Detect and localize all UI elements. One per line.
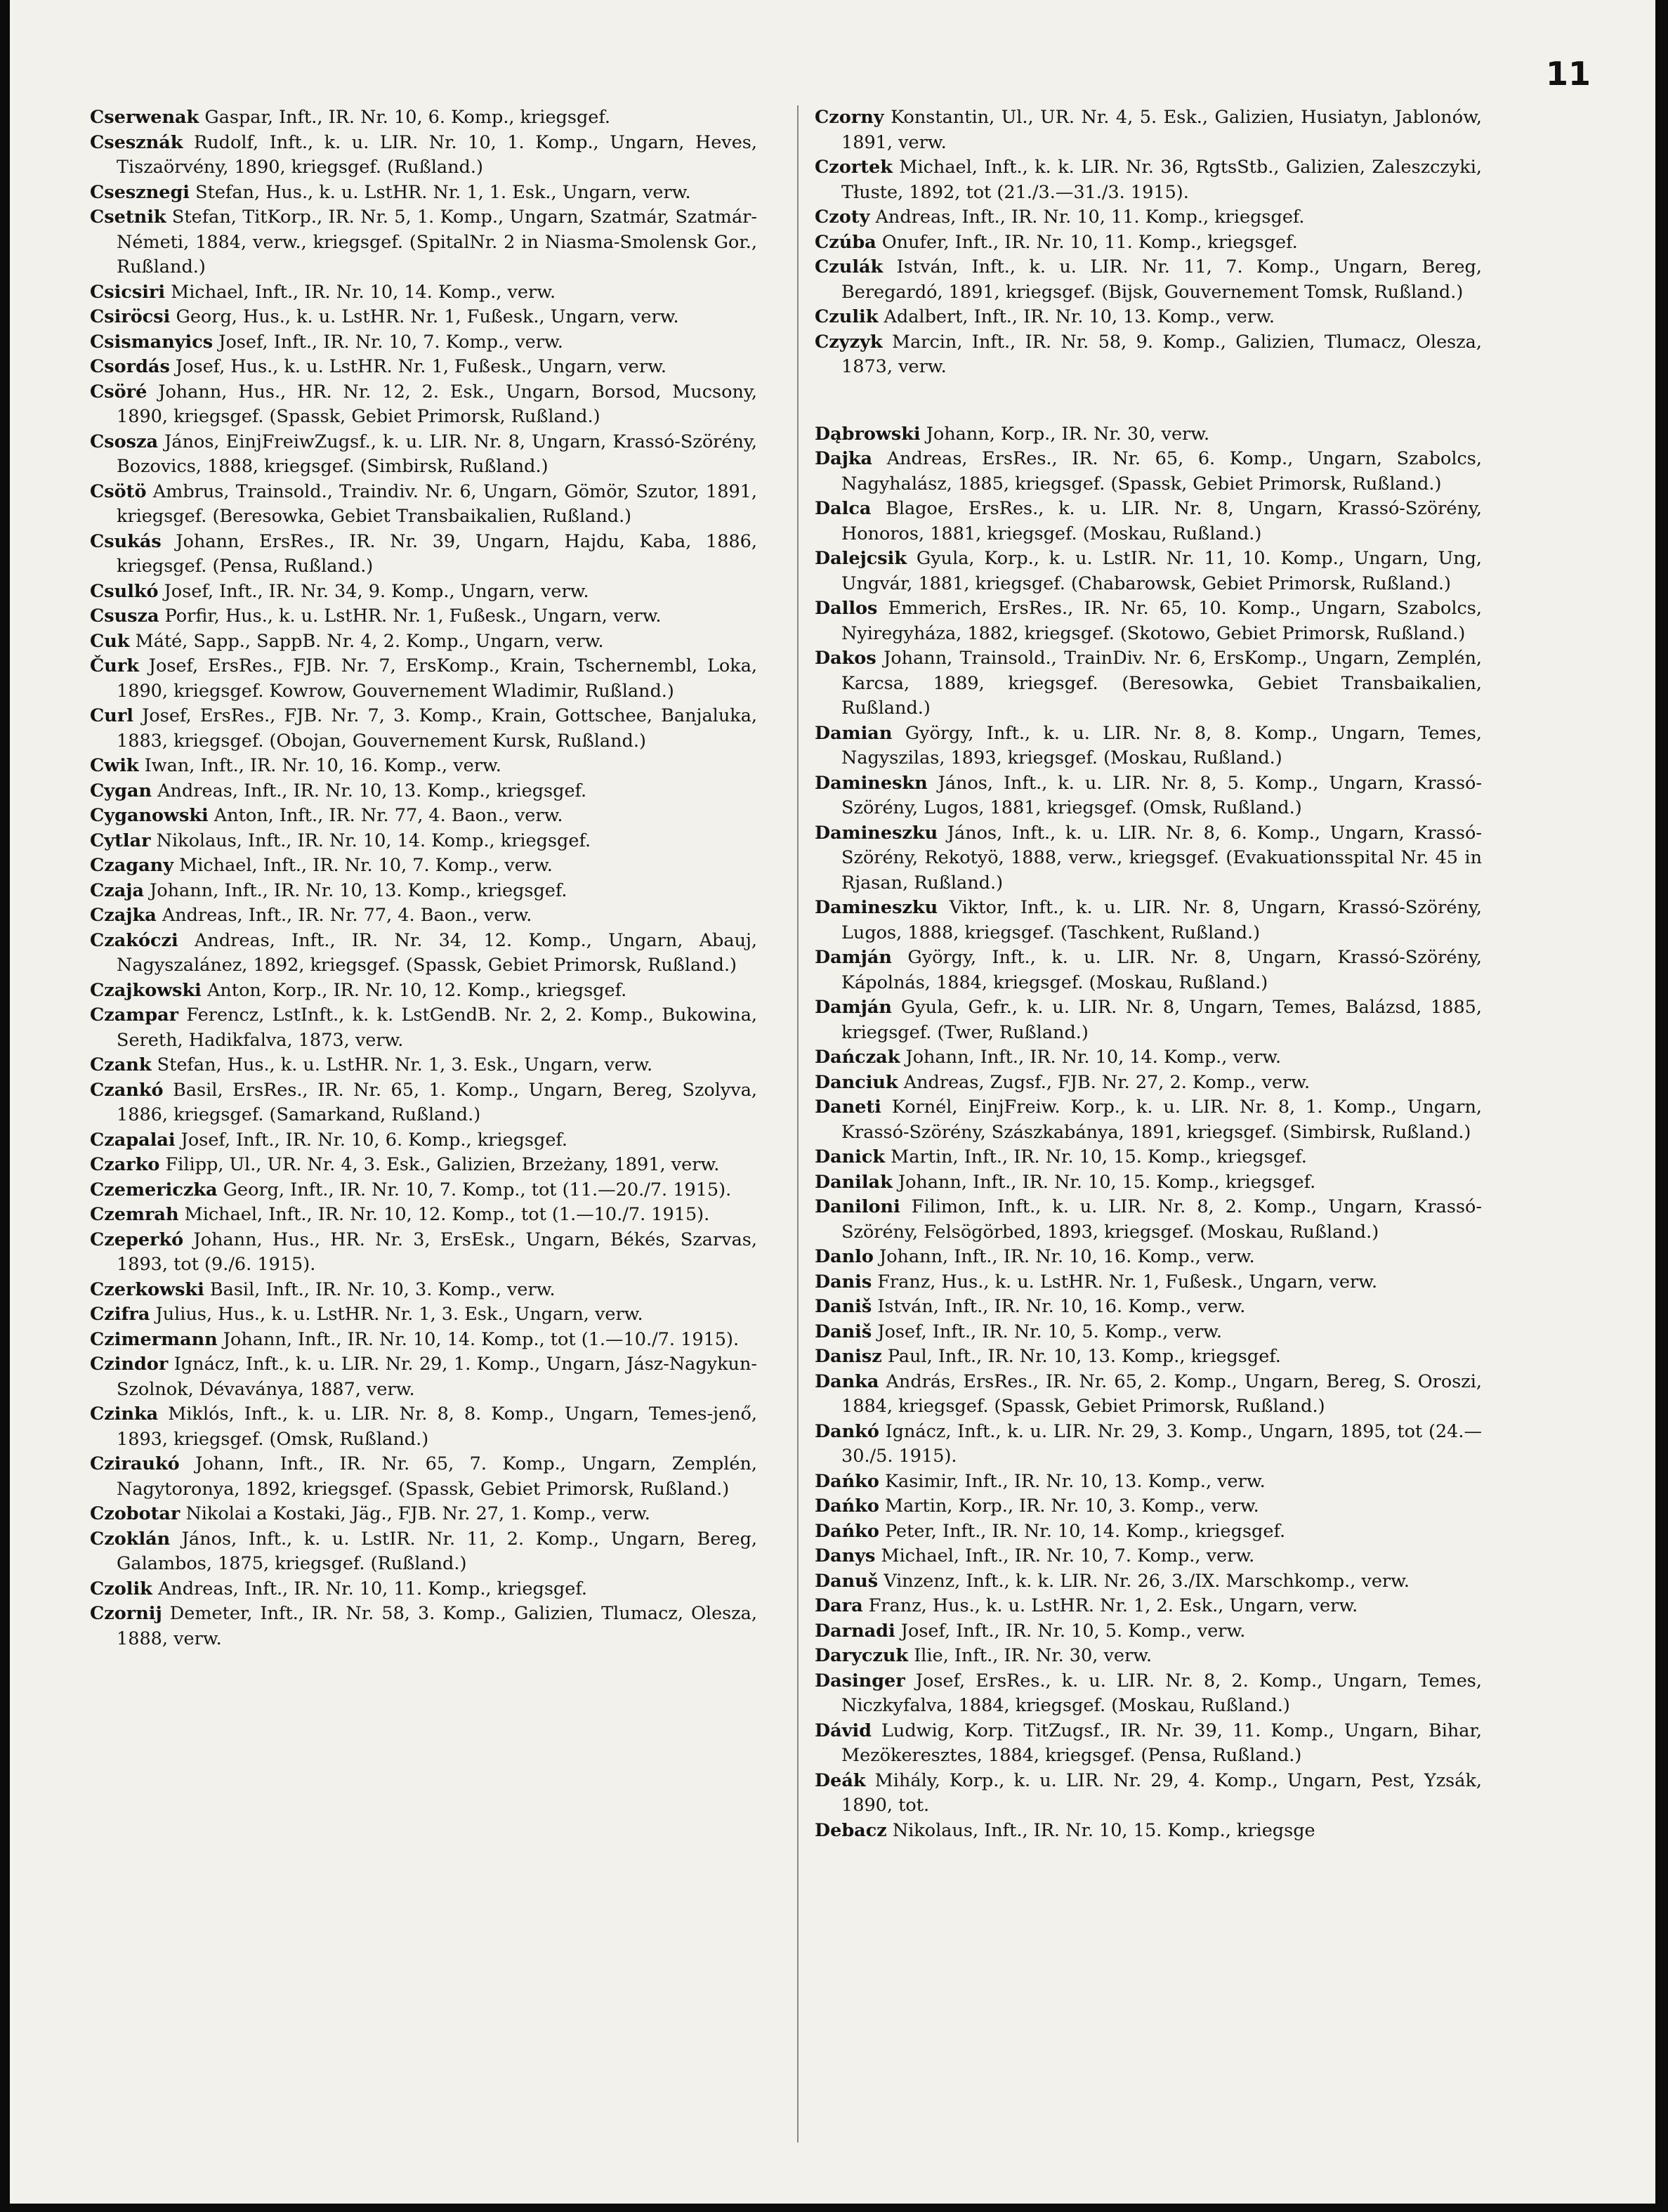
entry-details: Michael, Inft., IR. Nr. 10, 12. Komp., tot (1.—10./7. 1915). — [184, 1204, 710, 1225]
entry-surname: Czindor — [90, 1354, 169, 1375]
entry-details: Ignácz, Inft., k. u. LIR. Nr. 29, 3. Komp., Ungarn, 1895, tot (24.—30./5. 1915). — [841, 1420, 1482, 1467]
entry-details: Johann, Inft., IR. Nr. 65, 7. Komp., Ungarn, Zemplén, Nagytoronya, 1892, kriegsgef. (Spassk, Gebiet Primorsk, Rußland.) — [117, 1453, 757, 1500]
entry-surname: Damineszku — [815, 822, 938, 844]
register-entry — [815, 1195, 1482, 1245]
entry-surname: Dalejcsik — [815, 548, 907, 569]
entry-details: Anton, Inft., IR. Nr. 77, 4. Baon., verw. — [214, 805, 563, 826]
entry-surname: Daneti — [815, 1097, 881, 1118]
register-entry — [90, 754, 757, 779]
entry-surname: Cwik — [90, 755, 139, 776]
entry-surname: Cygan — [90, 780, 152, 801]
register-entry — [90, 1577, 757, 1602]
entry-details: Josef, Inft., IR. Nr. 34, 9. Komp., Ungarn, verw. — [164, 580, 589, 602]
register-entry — [90, 280, 757, 306]
entry-surname: Czaja — [90, 879, 145, 901]
entry-details: Josef, Inft., IR. Nr. 10, 7. Komp., verw. — [218, 331, 563, 353]
register-entry — [815, 1769, 1482, 1819]
register-entry — [815, 1270, 1482, 1295]
entry-details: Johann, Trainsold., TrainDiv. Nr. 6, ErsKomp., Ungarn, Zemplén, Karcsa, 1889, kriegsgef. (Beresowka, Gebiet Transbaikalien, Rußland.) — [841, 648, 1482, 719]
entry-surname: Daniš — [815, 1296, 872, 1317]
register-entry — [90, 1228, 757, 1278]
entry-details: Gyula, Korp., k. u. LstIR. Nr. 11, 10. Komp., Ungarn, Ung, Ungvár, 1881, kriegsgef. (Chabarowsk, Gebiet Primorsk, Rußland.) — [841, 548, 1483, 594]
register-entry — [90, 205, 757, 280]
register-entry — [90, 181, 757, 206]
entry-details: István, Inft., k. u. LIR. Nr. 11, 7. Komp., Ungarn, Bereg, Beregardó, 1891, kriegsgef. (Bijsk, Gouvernement Tomsk, Rußland.) — [841, 256, 1482, 303]
register-entry — [815, 721, 1482, 771]
entry-details: Andreas, Zugsf., FJB. Nr. 27, 2. Komp., verw. — [903, 1071, 1311, 1093]
entry-details: Johann, Inft., IR. Nr. 10, 14. Komp., tot (1.—10./7. 1915). — [223, 1328, 740, 1350]
register-entry — [815, 155, 1482, 205]
entry-surname: Dąbrowski — [815, 423, 921, 445]
register-entry — [815, 1569, 1482, 1595]
entry-surname: Czakóczi — [90, 929, 178, 951]
register-entry — [815, 646, 1482, 721]
register-entry — [815, 1320, 1482, 1345]
entry-surname: Danciuk — [815, 1071, 898, 1093]
register-entry — [815, 896, 1482, 945]
register-entry — [90, 604, 757, 629]
register-entry — [815, 995, 1482, 1045]
entry-surname: Czerkowski — [90, 1278, 204, 1300]
entry-surname: Czoty — [815, 207, 870, 228]
entry-details: Mihály, Korp., k. u. LIR. Nr. 29, 4. Komp., Ungarn, Pest, Yzsák, 1890, tot. — [841, 1769, 1483, 1816]
entry-surname: Czobotar — [90, 1503, 180, 1524]
register-entry — [815, 945, 1482, 995]
entry-surname: Czampar — [90, 1004, 179, 1026]
register-entry — [815, 230, 1482, 256]
entry-surname: Czorny — [815, 107, 884, 128]
register-entry — [815, 1644, 1482, 1669]
register-entry — [815, 1071, 1482, 1096]
entry-surname: Danlo — [815, 1246, 874, 1267]
register-entry — [815, 305, 1482, 330]
entry-details: Johann, Inft., IR. Nr. 10, 14. Komp., verw. — [905, 1047, 1282, 1068]
entry-details: Máté, Sapp., SappB. Nr. 4, 2. Komp., Ungarn, verw. — [135, 630, 604, 652]
entry-details: János, EinjFreiwZugsf., k. u. LIR. Nr. 8, Ungarn, Krassó-Szörény, Bozovics, 1888, kriegsgef. (Simbirsk, Rußland.) — [117, 431, 758, 477]
entry-surname: Damján — [815, 997, 892, 1018]
register-entry — [815, 205, 1482, 230]
entry-details: Ludwig, Korp. TitZugsf., IR. Nr. 39, 11. Komp., Ungarn, Bihar, Mezökeresztes, 1884, kriegsgef. (Pensa, Rußland.) — [841, 1720, 1482, 1766]
entry-details: Nikolaus, Inft., IR. Nr. 10, 14. Komp., kriegsgef. — [156, 830, 591, 851]
register-entry — [815, 1145, 1482, 1170]
entry-surname: Danis — [815, 1271, 872, 1292]
entry-surname: Dankó — [815, 1420, 879, 1442]
entry-surname: Csiröcsi — [90, 306, 171, 327]
register-entry — [90, 1003, 757, 1053]
entry-surname: Csöré — [90, 381, 147, 403]
register-entry — [90, 853, 757, 879]
register-entry — [90, 1178, 757, 1203]
entry-details: Andreas, Inft., IR. Nr. 77, 4. Baon., verw. — [162, 905, 532, 926]
entry-surname: Czemericzka — [90, 1179, 218, 1200]
register-entry — [815, 447, 1482, 497]
entry-surname: Czolik — [90, 1578, 152, 1599]
entry-details: Johann, Inft., IR. Nr. 10, 13. Komp., kriegsgef. — [150, 879, 567, 901]
entry-details: Andreas, Inft., IR. Nr. 34, 12. Komp., Ungarn, Abauj, Nagyszalánez, 1892, kriegsgef. (Spassk, Gebiet Primorsk, Rußland.) — [117, 929, 758, 976]
entry-surname: Damján — [815, 947, 892, 968]
entry-surname: Czemrah — [90, 1204, 179, 1225]
entry-surname: Dávid — [815, 1720, 872, 1741]
register-entry — [90, 330, 757, 355]
entry-details: Georg, Inft., IR. Nr. 10, 7. Komp., tot (11.—20./7. 1915). — [223, 1179, 732, 1200]
entry-surname: Dańczak — [815, 1047, 900, 1068]
entry-surname: Daniloni — [815, 1196, 900, 1217]
entry-details: Johann, Inft., IR. Nr. 10, 15. Komp., kriegsgef. — [898, 1171, 1316, 1193]
register-entry — [90, 629, 757, 655]
entry-surname: Czyzyk — [815, 331, 883, 353]
entry-surname: Csosza — [90, 431, 159, 452]
entry-surname: Danka — [815, 1370, 879, 1392]
register-entry — [90, 654, 757, 704]
register-entry — [90, 1602, 757, 1651]
right-column-c-section — [815, 105, 1482, 380]
register-entry — [90, 1402, 757, 1452]
entry-details: Ignácz, Inft., k. u. LIR. Nr. 29, 1. Komp., Ungarn, Jász-Nagykun-Szolnok, Dévaványa, 1887, verw. — [117, 1354, 757, 1400]
entry-surname: Csukás — [90, 530, 162, 552]
entry-surname: Czankó — [90, 1079, 164, 1101]
register-entry — [90, 105, 757, 131]
register-entry — [90, 1053, 757, 1078]
entry-details: Paul, Inft., IR. Nr. 10, 13. Komp., kriegsgef. — [887, 1346, 1281, 1367]
section-spacer — [815, 380, 1482, 422]
entry-surname: Csesznák — [90, 131, 183, 153]
entry-surname: Damineszku — [815, 897, 938, 918]
entry-surname: Dalca — [815, 498, 872, 519]
register-entry — [90, 430, 757, 480]
column-divider — [797, 105, 799, 2142]
register-entry — [815, 1245, 1482, 1270]
entry-details: János, Inft., k. u. LstIR. Nr. 11, 2. Komp., Ungarn, Bereg, Galambos, 1875, kriegsgef. (Rußland.) — [117, 1528, 757, 1574]
entry-surname: Czeperkó — [90, 1229, 184, 1250]
entry-details: Vinzenz, Inft., k. k. LIR. Nr. 26, 3./IX. Marschkomp., verw. — [884, 1570, 1410, 1592]
entry-surname: Csesznegi — [90, 181, 190, 203]
entry-details: Miklós, Inft., k. u. LIR. Nr. 8, 8. Komp., Ungarn, Temes-jenő, 1893, kriegsgef. (Omsk, Rußland.) — [117, 1403, 758, 1450]
register-entry — [815, 1295, 1482, 1320]
entry-details: Franz, Hus., k. u. LstHR. Nr. 1, 2. Esk., Ungarn, verw. — [868, 1595, 1358, 1616]
entry-details: Gyula, Gefr., k. u. LIR. Nr. 8, Ungarn, Temes, Balázsd, 1885, kriegsgef. (Twer, Rußland.) — [841, 997, 1483, 1043]
register-entry — [815, 771, 1482, 821]
entry-details: Viktor, Inft., k. u. LIR. Nr. 8, Ungarn, Krassó-Szörény, Lugos, 1888, kriegsgef. (Taschkent, Rußland.) — [841, 897, 1482, 943]
entry-details: Konstantin, Ul., UR. Nr. 4, 5. Esk., Galizien, Husiatyn, Jablonów, 1891, verw. — [841, 107, 1482, 153]
register-entry — [90, 530, 757, 580]
entry-details: Josef, Inft., IR. Nr. 10, 5. Komp., verw. — [877, 1321, 1222, 1342]
entry-details: Michael, Inft., IR. Nr. 10, 7. Komp., verw. — [179, 855, 553, 876]
entry-details: Andreas, Inft., IR. Nr. 10, 11. Komp., kriegsgef. — [875, 207, 1305, 228]
entry-details: Johann, Inft., IR. Nr. 10, 16. Komp., verw. — [879, 1246, 1255, 1267]
register-entry — [90, 1078, 757, 1128]
entry-surname: Czagany — [90, 855, 174, 876]
register-entry — [90, 929, 757, 979]
entry-surname: Daniš — [815, 1321, 872, 1342]
register-entry — [90, 480, 757, 530]
right-column — [815, 105, 1482, 1843]
entry-surname: Dańko — [815, 1520, 879, 1542]
register-entry — [815, 422, 1482, 447]
register-entry — [815, 1095, 1482, 1145]
entry-details: Blagoe, ErsRes., k. u. LIR. Nr. 8, Ungarn, Krassó-Szörény, Honoros, 1881, kriegsgef. (Moskau, Rußland.) — [841, 498, 1483, 544]
register-entry — [815, 1619, 1482, 1644]
entry-details: Demeter, Inft., IR. Nr. 58, 3. Komp., Galizien, Tlumacz, Olesza, 1888, verw. — [117, 1603, 757, 1649]
register-entry — [90, 829, 757, 854]
entry-surname: Dallos — [815, 598, 878, 619]
entry-surname: Dańko — [815, 1470, 879, 1492]
entry-surname: Czimermann — [90, 1328, 218, 1350]
entry-surname: Cuk — [90, 630, 130, 652]
register-entry — [90, 380, 757, 430]
entry-surname: Cserwenak — [90, 107, 199, 128]
entry-surname: Cyganowski — [90, 805, 209, 826]
entry-surname: Danisz — [815, 1346, 882, 1367]
entry-surname: Czapalai — [90, 1129, 176, 1151]
entry-surname: Cytlar — [90, 830, 151, 851]
page-number: 11 — [1545, 55, 1591, 93]
register-entry — [815, 105, 1482, 155]
entry-details: Michael, Inft., k. k. LIR. Nr. 36, RgtsStb., Galizien, Zaleszczyki, Tłuste, 1892, tot (21./3.—31./3. 1915). — [841, 157, 1482, 203]
entry-details: János, Inft., k. u. LIR. Nr. 8, 6. Komp., Ungarn, Krassó-Szörény, Rekotyö, 1888, verw., kriegsgef. (Evakuationsspital Nr. 45 in Rjasan, Rußland.) — [841, 822, 1482, 894]
entry-surname: Czortek — [815, 157, 893, 178]
entry-surname: Daryczuk — [815, 1645, 909, 1666]
register-entry — [815, 1045, 1482, 1071]
entry-surname: Czoklán — [90, 1528, 171, 1550]
entry-surname: Czarko — [90, 1154, 160, 1175]
entry-surname: Danilak — [815, 1171, 893, 1193]
entry-surname: Dajka — [815, 448, 873, 469]
register-entry — [90, 1128, 757, 1153]
entry-surname: Dasinger — [815, 1670, 905, 1691]
entry-details: Johann, Hus., HR. Nr. 3, ErsEsk., Ungarn, Békés, Szarvas, 1893, tot (9./6. 1915). — [117, 1229, 757, 1275]
entry-details: Johann, Korp., IR. Nr. 30, verw. — [926, 423, 1210, 445]
register-entry — [90, 1302, 757, 1328]
entry-surname: Csetnik — [90, 207, 166, 228]
register-entry — [815, 497, 1482, 547]
register-entry — [90, 1328, 757, 1353]
entry-details: Georg, Hus., k. u. LstHR. Nr. 1, Fußesk., Ungarn, verw. — [176, 306, 679, 327]
entry-details: Gaspar, Inft., IR. Nr. 10, 6. Komp., kriegsgef. — [204, 107, 610, 128]
left-column — [90, 105, 757, 1651]
entry-details: Martin, Korp., IR. Nr. 10, 3. Komp., verw. — [884, 1496, 1259, 1517]
entry-surname: Czajkowski — [90, 979, 202, 1001]
entry-surname: Csötö — [90, 480, 147, 502]
entry-details: András, ErsRes., IR. Nr. 65, 2. Komp., Ungarn, Bereg, S. Oroszi, 1884, kriegsgef. (Spassk, Gebiet Primorsk, Rußland.) — [841, 1370, 1482, 1417]
entry-surname: Csismanyics — [90, 331, 214, 353]
entry-details: Emmerich, ErsRes., IR. Nr. 65, 10. Komp., Ungarn, Szabolcs, Nyiregyháza, 1882, kriegsgef. (Skotowo, Gebiet Primorsk, Rußland.) — [841, 598, 1483, 644]
entry-surname: Czulák — [815, 256, 884, 277]
entry-surname: Dańko — [815, 1496, 879, 1517]
entry-surname: Czulik — [815, 306, 879, 327]
register-entry — [90, 580, 757, 605]
entry-details: Stefan, Hus., k. u. LstHR. Nr. 1, 3. Esk., Ungarn, verw. — [157, 1054, 653, 1075]
entry-details: Ambrus, Trainsold., Traindiv. Nr. 6, Ungarn, Gömör, Szutor, 1891, kriegsgef. (Beresowka, Gebiet Transbaikalien, Rußland.) — [117, 480, 758, 527]
register-entry — [90, 1203, 757, 1228]
register-entry — [90, 131, 757, 181]
entry-details: Kornél, EinjFreiw. Korp., k. u. LIR. Nr. 8, 1. Komp., Ungarn, Krassó-Szörény, Szászkabánya, 1891, kriegsgef. (Simbirsk, Rußland.) — [841, 1097, 1482, 1143]
entry-surname: Damineskn — [815, 772, 928, 794]
register-entry — [90, 1352, 757, 1402]
entry-details: Stefan, TitKorp., IR. Nr. 5, 1. Komp., Ungarn, Szatmár, Szatmár-Németi, 1884, verw., kriegsgef. (SpitalNr. 2 in Niasma-Smolensk Gor., Rußland.) — [117, 207, 757, 277]
register-entry — [90, 1452, 757, 1502]
entry-surname: Danick — [815, 1146, 886, 1167]
register-entry — [90, 355, 757, 380]
entry-surname: Danys — [815, 1545, 876, 1566]
entry-surname: Danuš — [815, 1570, 879, 1592]
entry-details: Nikolaus, Inft., IR. Nr. 10, 15. Komp., kriegsge — [892, 1819, 1315, 1841]
register-entry — [90, 804, 757, 829]
entry-surname: Csulkó — [90, 580, 159, 602]
register-entry — [90, 305, 757, 330]
entry-details: Michael, Inft., IR. Nr. 10, 14. Komp., verw. — [171, 281, 556, 303]
register-entry — [90, 903, 757, 929]
entry-details: István, Inft., IR. Nr. 10, 16. Komp., verw. — [877, 1296, 1246, 1317]
entry-details: Martin, Inft., IR. Nr. 10, 15. Komp., kriegsgef. — [891, 1146, 1307, 1167]
register-entry — [815, 1594, 1482, 1619]
entry-surname: Czornij — [90, 1603, 162, 1624]
entry-surname: Dakos — [815, 648, 876, 669]
entry-details: Porfir, Hus., k. u. LstHR. Nr. 1, Fußesk., Ungarn, verw. — [164, 606, 662, 627]
entry-details: Kasimir, Inft., IR. Nr. 10, 13. Komp., verw. — [884, 1470, 1266, 1492]
register-entry — [815, 1370, 1482, 1420]
register-entry — [815, 1470, 1482, 1495]
entry-details: Josef, ErsRes., k. u. LIR. Nr. 8, 2. Komp., Ungarn, Temes, Niczkyfalva, 1884, kriegsgef. (Moskau, Rußland.) — [841, 1670, 1483, 1716]
entry-details: János, Inft., k. u. LIR. Nr. 8, 5. Komp., Ungarn, Krassó-Szörény, Lugos, 1881, kriegsgef. (Omsk, Rußland.) — [841, 772, 1482, 818]
entry-details: Michael, Inft., IR. Nr. 10, 7. Komp., verw. — [881, 1545, 1255, 1566]
entry-details: Andreas, Inft., IR. Nr. 10, 11. Komp., kriegsgef. — [157, 1578, 587, 1599]
entry-details: Adalbert, Inft., IR. Nr. 10, 13. Komp., verw. — [884, 306, 1275, 327]
register-entry — [815, 330, 1482, 380]
entry-details: György, Inft., k. u. LIR. Nr. 8, Ungarn, Krassó-Szörény, Kápolnás, 1884, kriegsgef. (Moskau, Rußland.) — [841, 947, 1483, 993]
entry-details: Onufer, Inft., IR. Nr. 10, 11. Komp., kriegsgef. — [881, 231, 1298, 253]
register-entry — [815, 1344, 1482, 1370]
right-column-d-section — [815, 422, 1482, 1844]
register-entry — [815, 1494, 1482, 1519]
entry-details: Basil, Inft., IR. Nr. 10, 3. Komp., verw. — [209, 1278, 556, 1300]
entry-surname: Czinka — [90, 1403, 159, 1425]
entry-details: Filimon, Inft., k. u. LIR. Nr. 8, 2. Komp., Ungarn, Krassó-Szörény, Felsögörbed, 1893, kriegsgef. (Moskau, Rußland.) — [841, 1196, 1482, 1243]
entry-surname: Csusza — [90, 606, 159, 627]
entry-surname: Czúba — [815, 231, 876, 253]
register-entry — [90, 1153, 757, 1178]
register-entry — [90, 1278, 757, 1303]
entry-details: Stefan, Hus., k. u. LstHR. Nr. 1, 1. Esk., Ungarn, verw. — [195, 181, 691, 203]
register-entry — [815, 1544, 1482, 1569]
register-entry — [90, 779, 757, 804]
entry-surname: Csicsiri — [90, 281, 166, 303]
entry-details: Basil, ErsRes., IR. Nr. 65, 1. Komp., Ungarn, Bereg, Szolyva, 1886, kriegsgef. (Samarkand, Rußland.) — [117, 1079, 758, 1125]
entry-details: Andreas, Inft., IR. Nr. 10, 13. Komp., kriegsgef. — [157, 780, 587, 801]
entry-details: Marcin, Inft., IR. Nr. 58, 9. Komp., Galizien, Tlumacz, Olesza, 1873, verw. — [841, 331, 1482, 377]
entry-surname: Damian — [815, 722, 893, 744]
entry-surname: Čurk — [90, 655, 139, 676]
entry-surname: Dara — [815, 1595, 863, 1616]
entry-details: Josef, ErsRes., FJB. Nr. 7, ErsKomp., Krain, Tschernembl, Loka, 1890, kriegsgef. Kowrow, Gouvernement Wladimir, Rußland.) — [117, 655, 757, 702]
entry-details: Filipp, Ul., UR. Nr. 4, 3. Esk., Galizien, Brzeżany, 1891, verw. — [165, 1154, 720, 1175]
register-entry — [90, 979, 757, 1004]
entry-details: Rudolf, Inft., k. u. LIR. Nr. 10, 1. Komp., Ungarn, Heves, Tiszaörvény, 1890, kriegsgef. (Rußland.) — [117, 131, 757, 178]
entry-details: Peter, Inft., IR. Nr. 10, 14. Komp., kriegsgef. — [884, 1520, 1286, 1542]
entry-surname: Czajka — [90, 905, 157, 926]
entry-details: Josef, ErsRes., FJB. Nr. 7, 3. Komp., Krain, Gottschee, Banjaluka, 1883, kriegsgef. (Obojan, Gouvernement Kursk, Rußland.) — [117, 705, 757, 752]
register-entry — [90, 1527, 757, 1577]
register-entry — [815, 1719, 1482, 1769]
entry-details: György, Inft., k. u. LIR. Nr. 8, 8. Komp., Ungarn, Temes, Nagyszilas, 1893, kriegsgef. (Moskau, Rußland.) — [841, 722, 1482, 768]
register-entry — [815, 255, 1482, 305]
register-entry — [90, 879, 757, 904]
entry-details: Julius, Hus., k. u. LstHR. Nr. 1, 3. Esk., Ungarn, verw. — [155, 1304, 643, 1325]
register-entry — [815, 821, 1482, 896]
register-entry — [815, 1819, 1482, 1844]
register-entry — [90, 704, 757, 754]
entry-details: Franz, Hus., k. u. LstHR. Nr. 1, Fußesk., Ungarn, verw. — [877, 1271, 1378, 1292]
register-entry — [815, 1519, 1482, 1545]
entry-details: Ferencz, LstInft., k. k. LstGendB. Nr. 2, 2. Komp., Bukowina, Sereth, Hadikfalva, 1873, verw. — [117, 1004, 758, 1051]
entry-details: Andreas, ErsRes., IR. Nr. 65, 6. Komp., Ungarn, Szabolcs, Nagyhalász, 1885, kriegsgef. (Spassk, Gebiet Primorsk, Rußland.) — [841, 448, 1483, 495]
entry-details: Josef, Inft., IR. Nr. 10, 6. Komp., kriegsgef. — [180, 1129, 568, 1151]
entry-surname: Deák — [815, 1769, 866, 1791]
entry-details: Johann, ErsRes., IR. Nr. 39, Ungarn, Hajdu, Kaba, 1886, kriegsgef. (Pensa, Rußland.) — [117, 530, 757, 577]
entry-surname: Cziraukó — [90, 1453, 180, 1474]
entry-details: Johann, Hus., HR. Nr. 12, 2. Esk., Ungarn, Borsod, Mucsony, 1890, kriegsgef. (Spassk, Gebiet Primorsk, Rußland.) — [117, 381, 757, 427]
register-entry — [815, 596, 1482, 646]
entry-details: Josef, Inft., IR. Nr. 10, 5. Komp., verw. — [900, 1620, 1246, 1642]
register-entry — [815, 1669, 1482, 1719]
entry-surname: Czank — [90, 1054, 152, 1075]
register-entry — [815, 1170, 1482, 1196]
entry-surname: Csordás — [90, 356, 170, 377]
register-entry — [90, 1502, 757, 1527]
entry-details: Iwan, Inft., IR. Nr. 10, 16. Komp., verw. — [144, 755, 501, 776]
entry-details: Josef, Hus., k. u. LstHR. Nr. 1, Fußesk., Ungarn, verw. — [175, 356, 666, 377]
entry-surname: Czifra — [90, 1304, 150, 1325]
entry-surname: Debacz — [815, 1819, 887, 1841]
register-entry — [815, 1420, 1482, 1470]
register-entry — [815, 547, 1482, 596]
entry-details: Nikolai a Kostaki, Jäg., FJB. Nr. 27, 1. Komp., verw. — [185, 1503, 650, 1524]
entry-details: Anton, Korp., IR. Nr. 10, 12. Komp., kriegsgef. — [206, 979, 627, 1001]
entry-surname: Curl — [90, 705, 133, 726]
entry-surname: Darnadi — [815, 1620, 895, 1642]
entry-details: Ilie, Inft., IR. Nr. 30, verw. — [914, 1645, 1153, 1666]
